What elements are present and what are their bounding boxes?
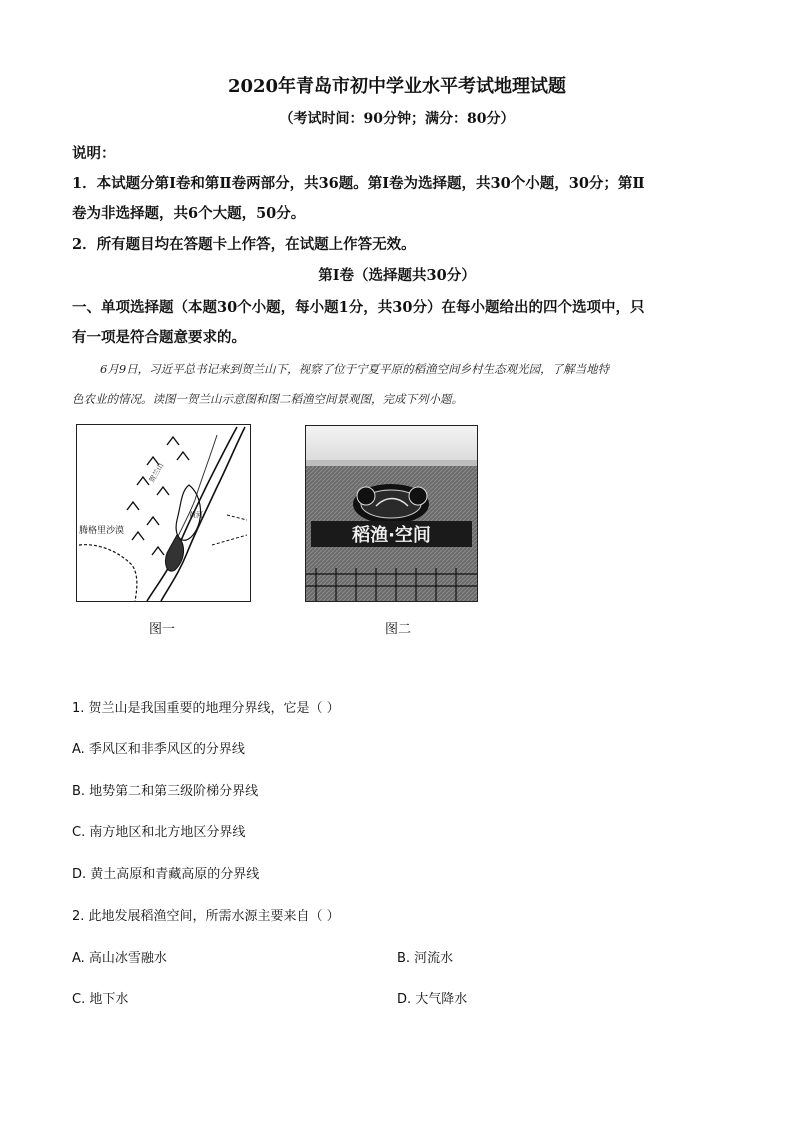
question-1-option-d: D. 黄土高原和青藏高原的分界线 (72, 867, 260, 882)
question-2-stem: 2. 此地发展稻渔空间，所需水源主要来自（ ） (72, 909, 340, 924)
exam-title: 2020年青岛市初中学业水平考试地理试题 (227, 76, 567, 97)
exam-subtitle: （考试时间：90分钟；满分：80分） (279, 111, 515, 127)
passage-line2: 色农业的情况。读图一贺兰山示意图和图二稻渔空间景观图，完成下列小题。 (72, 392, 463, 406)
instruction-1: 1．本试题分第Ⅰ卷和第Ⅱ卷两部分，共36题。第Ⅰ卷为选择题，共30个小题，30分；第Ⅱ (72, 175, 645, 192)
figure-1-caption: 图一 (149, 622, 176, 637)
part-heading-line1: 一、单项选择题（本题30个小题，每小题1分，共30分）在每小题给出的四个选项中，只 (72, 299, 645, 316)
instructions-label: 说明： (72, 145, 116, 162)
question-1-option-a: A. 季风区和非季风区的分界线 (72, 742, 245, 757)
figure-2-photo (305, 425, 478, 602)
helan-mountain-map-image (77, 425, 250, 601)
question-1-option-c: C. 南方地区和北方地区分界线 (72, 825, 246, 840)
part-heading-line2: 有一项是符合题意要求的。 (72, 329, 246, 346)
mountain-label: 贺兰山 (147, 461, 166, 484)
question-2-option-c: C. 地下水 (72, 992, 129, 1007)
sign-text: 稻渔·空间 (352, 525, 431, 546)
question-2-option-a: A. 高山冰雪融水 (72, 951, 167, 966)
question-1-stem: 1. 贺兰山是我国重要的地理分界线，它是（ ） (72, 701, 340, 716)
question-2-option-d: D. 大气降水 (397, 992, 468, 1007)
figure-2-caption: 图二 (385, 622, 412, 637)
passage-line1: 6月9日，习近平总书记来到贺兰山下，视察了位于宁夏平原的稻渔空间乡村生态观光园，了解当地特 (100, 362, 610, 376)
question-1-option-b: B. 地势第二和第三级阶梯分界线 (72, 784, 259, 799)
desert-label: 腾格里沙漠 (79, 526, 125, 536)
instruction-2: 2．所有题目均在答题卡上作答，在试题上作答无效。 (72, 236, 416, 253)
river-label: 黄河 (189, 511, 203, 519)
rice-fish-landscape-image (306, 426, 477, 601)
question-2-option-b: B. 河流水 (397, 951, 454, 966)
figure-1-map (76, 424, 251, 602)
instruction-1-continued: 卷为非选择题，共6个大题，50分。 (72, 205, 306, 222)
section-title: 第Ⅰ卷（选择题共30分） (318, 267, 476, 284)
